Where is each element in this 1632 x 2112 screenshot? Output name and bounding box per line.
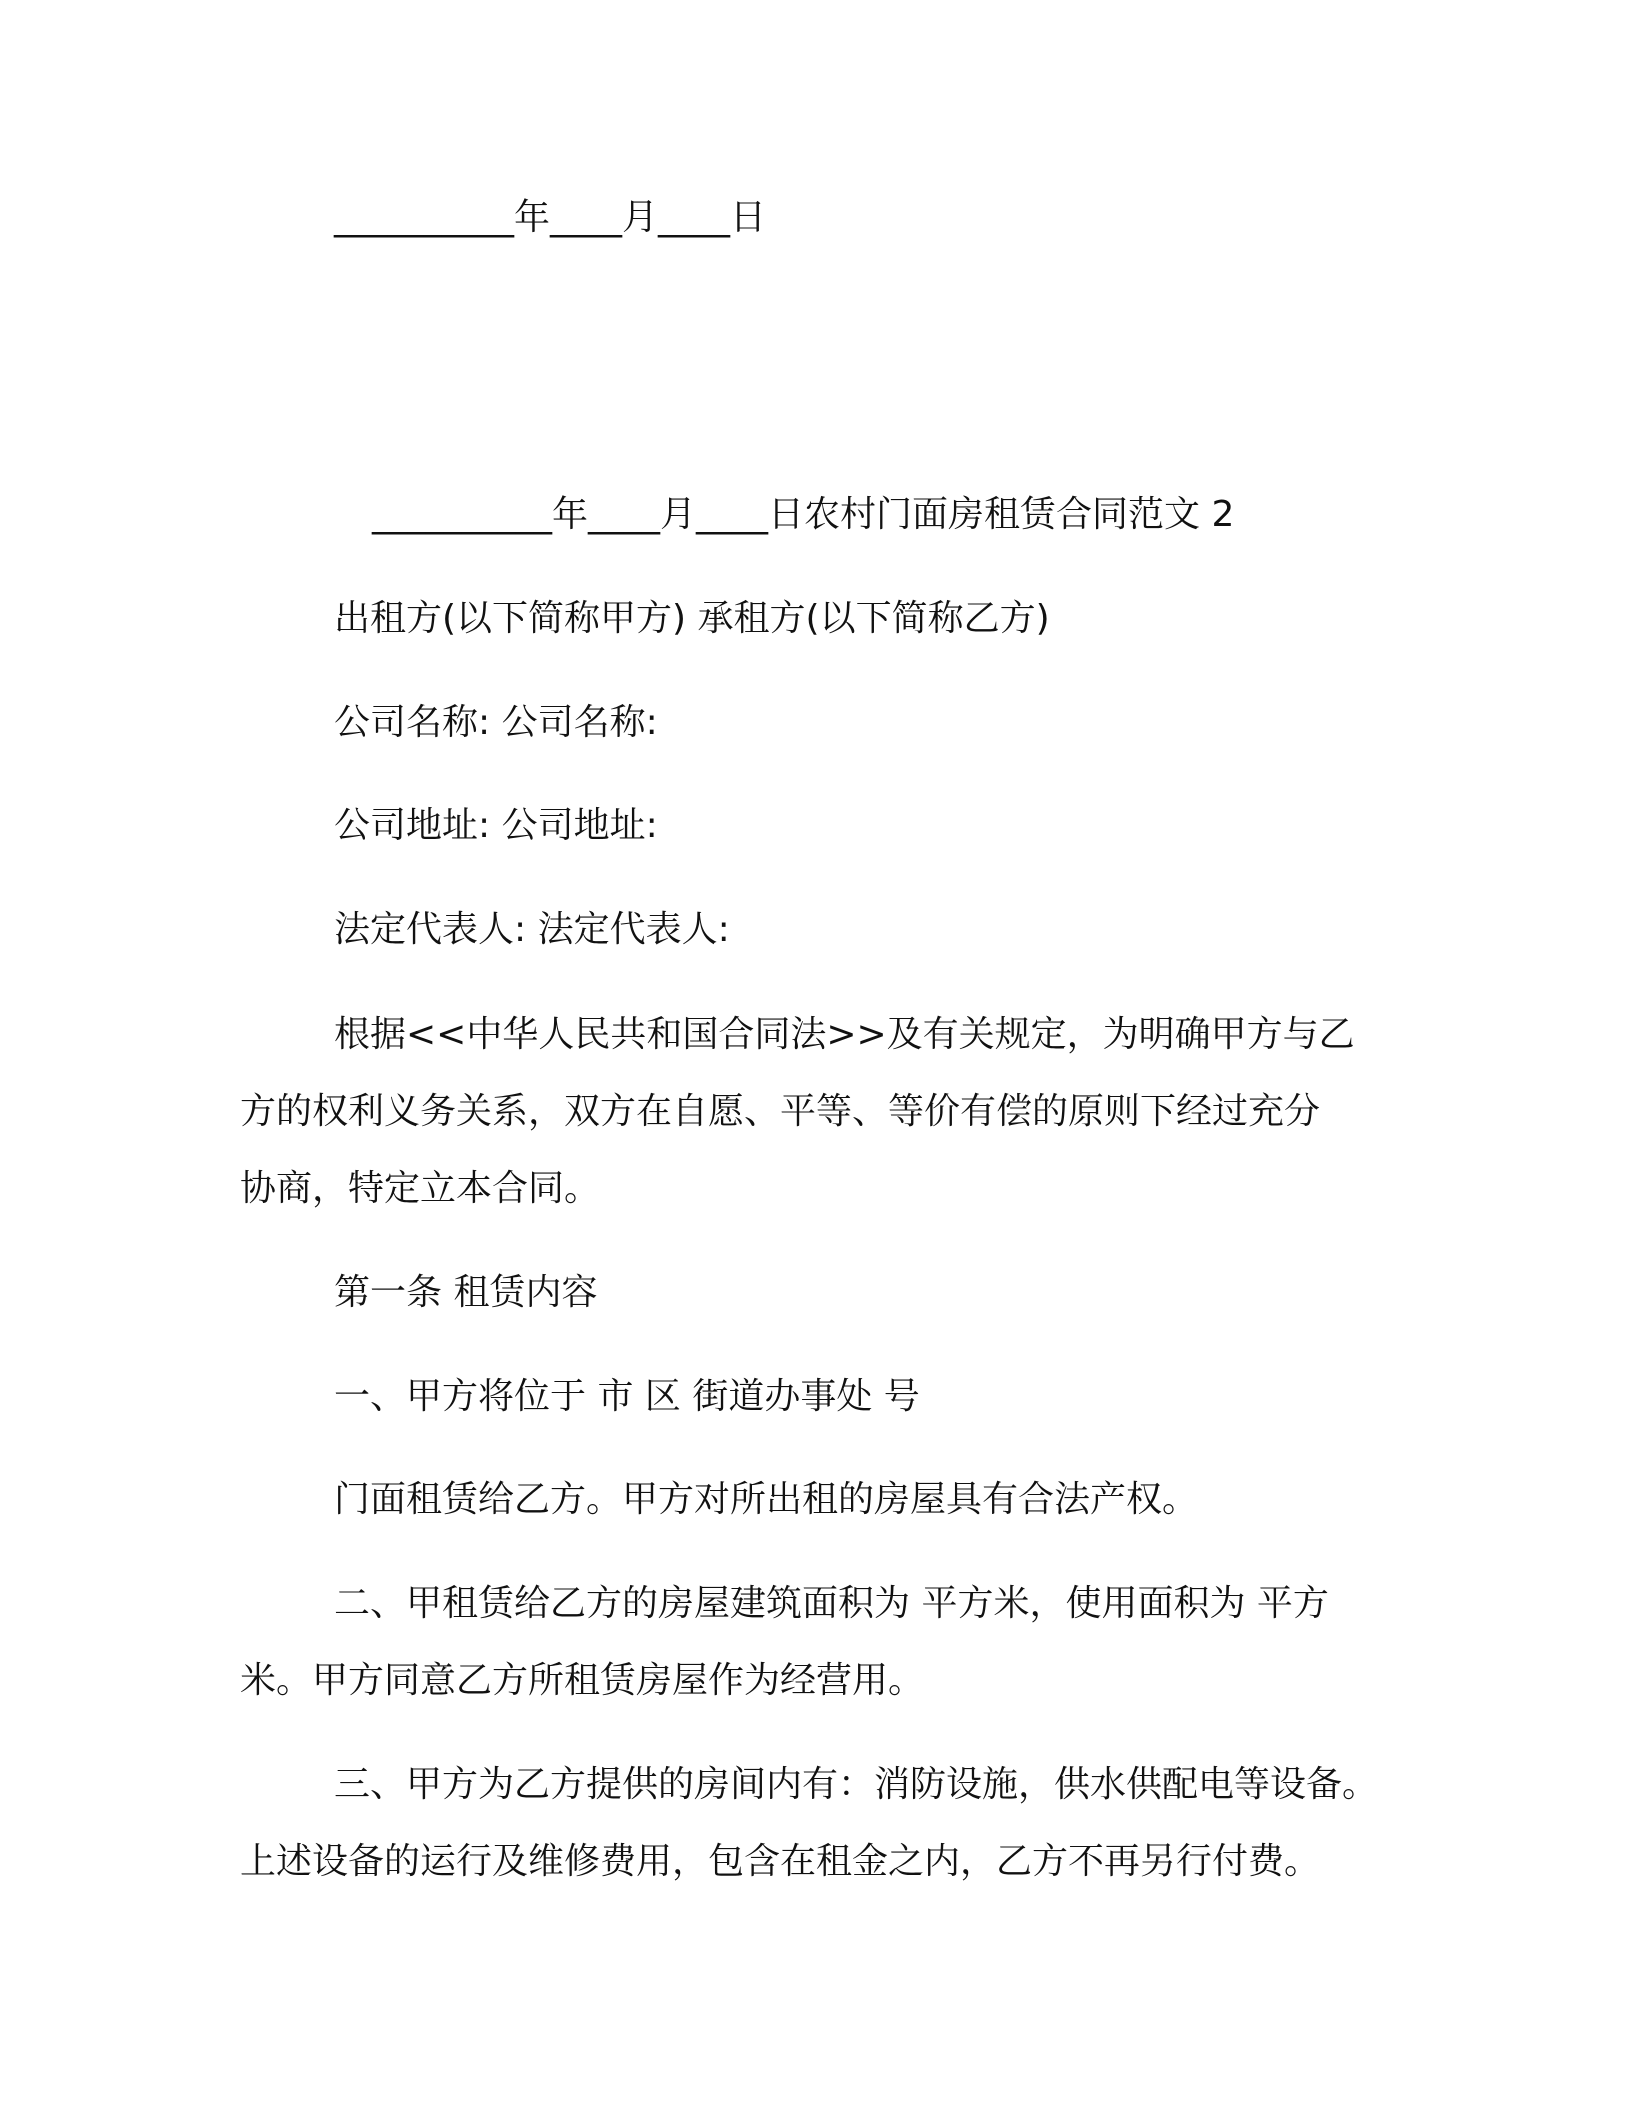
date-line: __________年____月____日 bbox=[334, 197, 766, 238]
clause-3-line-2: 上述设备的运行及维修费用，包含在租金之内，乙方不再另行付费。 bbox=[240, 1841, 1321, 1882]
legal-rep-line: 法定代表人: 法定代表人: bbox=[334, 909, 730, 950]
clause-2-line-2: 米。甲方同意乙方所租赁房屋作为经营用。 bbox=[240, 1660, 925, 1701]
document-title: __________年____月____日农村门面房租赁合同范文 2 bbox=[372, 494, 1235, 535]
clause-3-line-1: 三、甲方为乙方提供的房间内有：消防设施，供水供配电等设备。 bbox=[334, 1764, 1379, 1805]
clause-2-line-1: 二、甲租赁给乙方的房屋建筑面积为 平方米，使用面积为 平方 bbox=[334, 1583, 1329, 1624]
clause-1-line-1: 一、甲方将位于 市 区 街道办事处 号 bbox=[334, 1376, 920, 1417]
article-1-heading: 第一条 租赁内容 bbox=[334, 1272, 598, 1313]
clause-1-line-2: 门面租赁给乙方。甲方对所出租的房屋具有合法产权。 bbox=[334, 1479, 1199, 1520]
preamble-line-3: 协商，特定立本合同。 bbox=[240, 1168, 601, 1209]
company-name-line: 公司名称: 公司名称: bbox=[334, 702, 658, 743]
preamble-line-1: 根据<<中华人民共和国合同法>>及有关规定，为明确甲方与乙 bbox=[334, 1014, 1355, 1055]
preamble-line-2: 方的权利义务关系，双方在自愿、平等、等价有偿的原则下经过充分 bbox=[240, 1091, 1321, 1132]
company-address-line: 公司地址: 公司地址: bbox=[334, 805, 658, 846]
parties-line: 出租方(以下简称甲方) 承租方(以下简称乙方) bbox=[334, 598, 1050, 639]
